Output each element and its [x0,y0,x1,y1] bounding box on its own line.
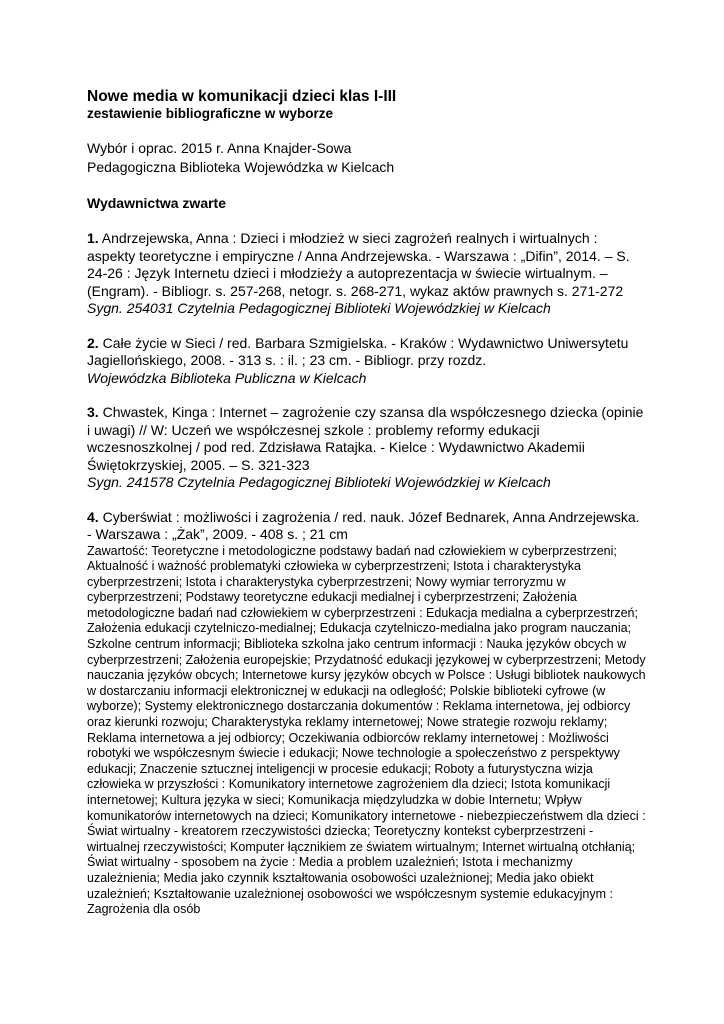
entry-location: Sygn. 241578 Czytelnia Pedagogicznej Biblioteki Wojewódzkiej w Kielcach [87,474,551,490]
document-title: Nowe media w komunikacji dzieci klas I-III [87,88,397,105]
entry-number: 4. [87,508,99,525]
entry-contents: Zawartość: Teoretyczne i metodologiczne podstawy badań nad człowiekiem w cyberprzestrzeni; Aktualność i ważność problematyki człowieka w cyberprzestrzeni; Istota i charakterystyka cyberprzestrzeni; Istota i charakterystyka cyberprzestrzeni; Nowy wymiar terroryzmu w cyberprzestrzeni; Podstawy teoretyczne edukacji medialnej i cyberprzestrzeni; Założenia metodologiczne badań nad człowiekiem w cyberprzestrzeni : Edukacja medialna a cyberprzestrzeń; Założenia edukacji czytelniczo-medialnej; Edukacja czytelniczo-medialna jako program nauczania; Szkolne centrum informacji; Biblioteka szkolna jako centrum informacji : Nauka języków obcych w cyberprzestrzeni; Założenia europejskie; Przydatność edukacji językowej w cyberprzestrzeni; Metody nauczania języków obcych; Internetowe kursy języków obcych w Polsce : Usługi bibliotek naukowych w dostarczaniu informacji elektronicznej w edukacji na odległość; Polskie biblioteki cyfrowe (w wyborze); Systemy elektronicznego dostarczania dokumentów : Reklama internetowa, jej odbiorcy oraz kierunki rozwoju; Charakterystyka reklamy internetowej; Nowe strategie rozwoju reklamy; Reklama internetowa a jej odbiorcy; Oczekiwania odbiorców reklamy internetowej : Możliwości robotyki we współczesnym świecie i edukacji; Nowe technologie a społeczeństwo z perspektywy edukacji; Znaczenie sztucznej inteligencji w procesie edukacji; Roboty a futurystyczna wizja człowieka w przyszłości : Komunikatory internetowe zagrożeniem dla dzieci; Istota komunikacji internetowej; Kultura języka w sieci; Komunikacja międzyludzka w dobie Internetu; Wpływ komunikatorów internetowych na dzieci; Komunikatory internetowe - niebezpieczeństwem dla dzieci : Świat wirtualny - kreatorem rzeczywistości dziecka; Teoretyczny kontekst cyberprzestrzeni - wirtualnej rzeczywistości; Komputer łącznikiem ze światem wirtualnym; Internet wirtualną otchłanią; Świat wirtualny - sposobem na życie : Media a problem uzależnień; Istota i mechanizmy uzależnienia; Media jako czynnik kształtowania osobowości uzależnionej; Media jako obiekt uzależnień; Kształtowanie uzależnionej osobowości we współczesnym systemie edukacyjnym : Zagrożenia dla osób [87,543,646,917]
document-meta [87,139,647,177]
entry-number: 3. [87,404,99,420]
entry-number: 2. [87,334,99,351]
section-heading: Wydawnictwa zwarte [87,195,227,211]
entry-text: Cyberświat : możliwości i zagrożenia / red. nauk. Józef Bednarek, Anna Andrzejewska. - Warszawa : „Żak”, 2009. - 408 s. ; 21 cm [87,508,640,542]
bibliography-entry-3 [87,404,647,492]
entry-text: Całe życie w Sieci / red. Barbara Szmigielska. - Kraków : Wydawnictwo Uniwersytetu Jagiellońskiego, 2008. - 313 s. : il. ; 23 cm. - Bibliogr. przy rozdz. [87,334,629,368]
entry-number: 1. [87,230,99,246]
bibliography-entry-2 [87,335,647,388]
entry-text: Chwastek, Kinga : Internet – zagrożenie czy szansa dla współczesnego dziecka (opinie i uwagi) // W: Uczeń we współczesnej szkole : problemy reformy edukacji wczesnoszkolnej / pod red. Zdzisława Ratajka. - Kielce : Wydawnictwo Akademii Świętokrzyskiej, 2005. – S. 321-323 [87,404,644,473]
document-page [87,88,647,935]
entry-location: Wojewódzka Biblioteka Publiczna w Kielcach [87,369,367,386]
entry-location: Sygn. 254031 Czytelnia Pedagogicznej Biblioteki Wojewódzkiej w Kielcach [87,300,551,316]
entry-text: Andrzejewska, Anna : Dzieci i młodzież w sieci zagrożeń realnych i wirtualnych : aspekty teoretyczne i empiryczne / Anna Andrzejewska. - Warszawa : „Difin”, 2014. – S. 24-26 : Język Internetu dzieci i młodzieży a autoprezentacja w świecie wirtualnym. – (Engram). - Bibliogr. s. 257-268, netogr. s. 268-271, wykaz aktów prawnych s. 271-272 [87,230,630,299]
author-line: Wybór i oprac. 2015 r. Anna Knajder-Sowa [87,140,352,156]
bibliography-entry-4 [87,509,647,918]
institution-line: Pedagogiczna Biblioteka Wojewódzka w Kielcach [87,159,395,175]
document-subtitle: zestawienie bibliograficzne w wyborze [87,106,334,121]
bibliography-entry-1 [87,230,647,318]
